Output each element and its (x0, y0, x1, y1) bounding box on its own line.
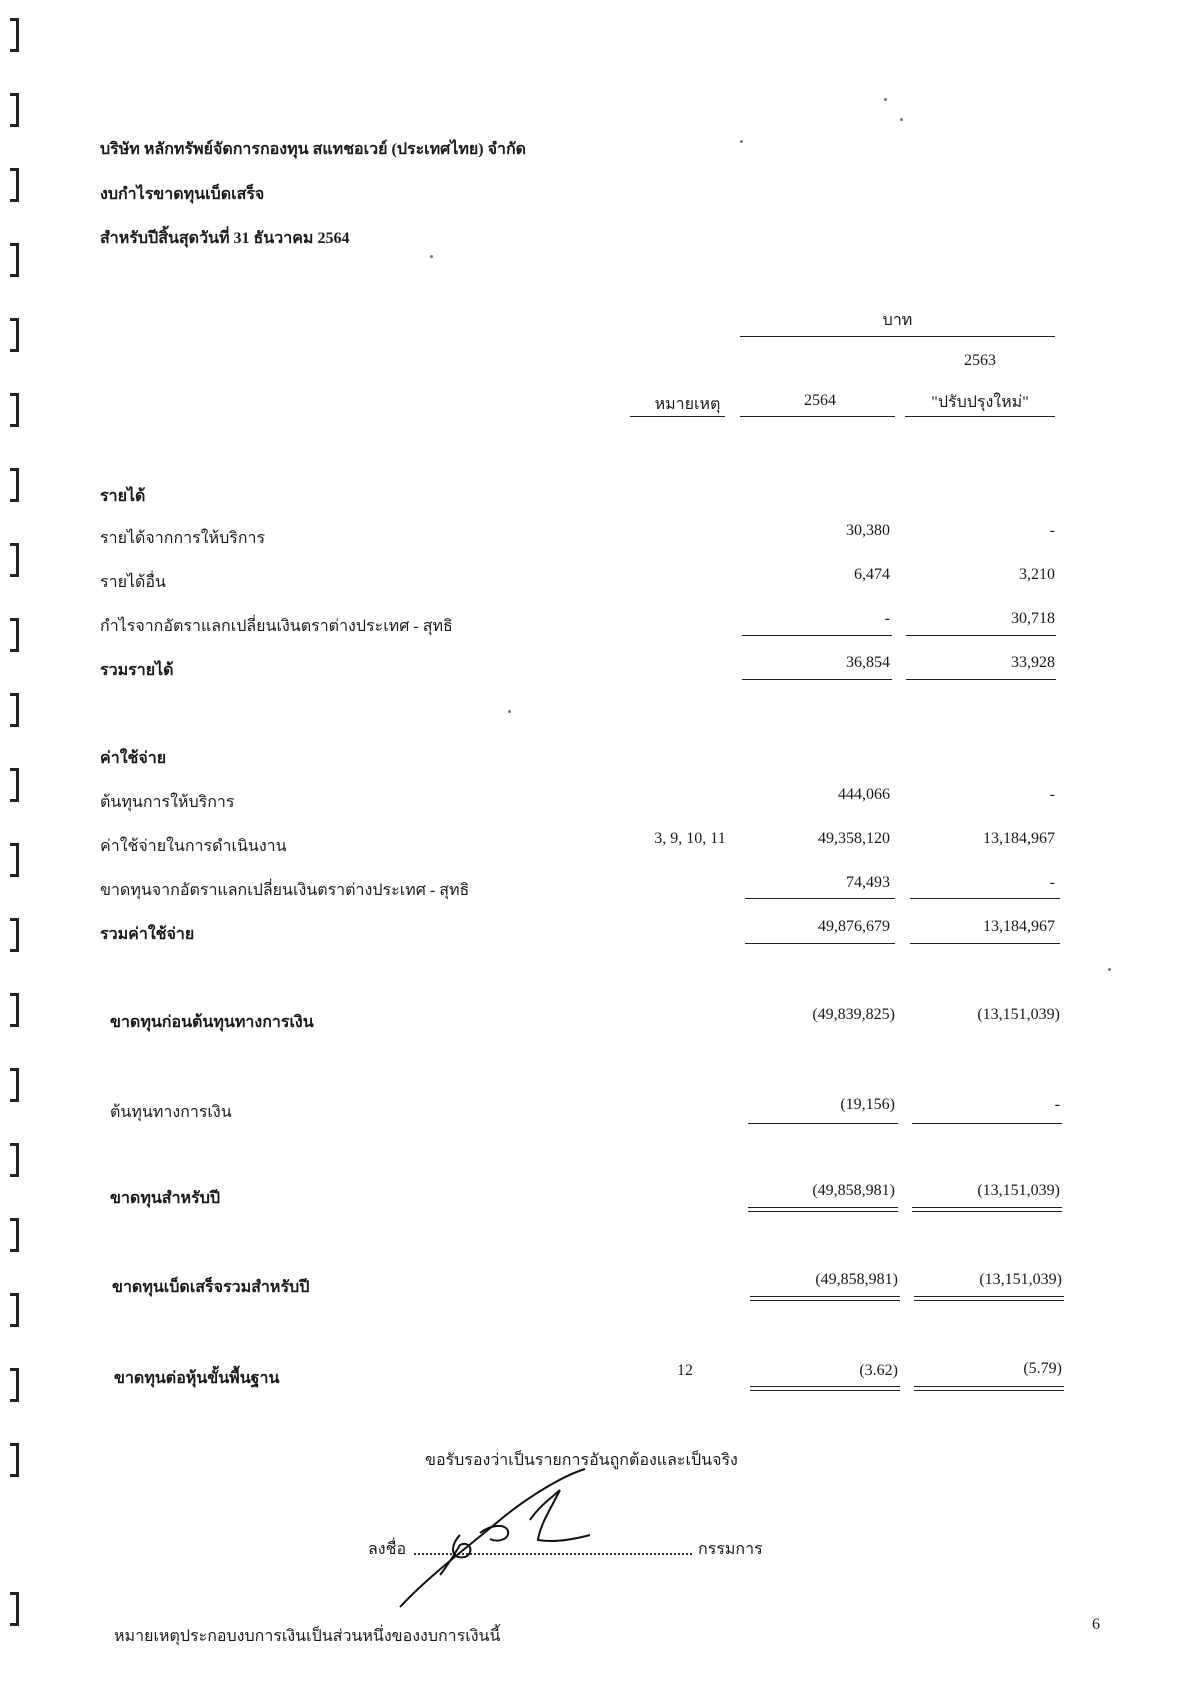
comprehensive-loss-label: ขาดทุนเบ็ดเสร็จรวมสำหรับปี (112, 1279, 310, 1296)
signature-prefix: ลงชื่อ (368, 1541, 407, 1558)
revenue-item-label: รายได้จากการให้บริการ (100, 530, 266, 547)
double-underline (914, 1296, 1064, 1301)
double-underline (748, 1207, 898, 1212)
double-underline (750, 1296, 900, 1301)
double-underline (914, 1386, 1064, 1391)
director-signature (390, 1465, 630, 1615)
eps-current: (3.62) (859, 1362, 898, 1379)
binder-bracket (10, 543, 19, 577)
scan-speck (900, 118, 903, 121)
binder-bracket (10, 918, 19, 952)
year-current-header: 2564 (804, 392, 836, 409)
note-header-underline (630, 416, 725, 417)
currency-label: บาท (882, 312, 913, 329)
revenue-item-prior: - (1049, 522, 1055, 539)
double-underline (750, 1386, 900, 1391)
binder-bracket (10, 1592, 19, 1626)
total-line (745, 943, 895, 944)
revenue-item-current: 6,474 (854, 566, 890, 583)
expense-item-label: ต้นทุนการให้บริการ (100, 794, 235, 811)
revenue-total-prior: 33,928 (1011, 654, 1055, 671)
revenue-item-label: กำไรจากอัตราแลกเปลี่ยนเงินตราต่างประเทศ - สุทธิ (100, 618, 453, 635)
loss-for-year-prior: (13,151,039) (977, 1182, 1060, 1199)
expense-item-label: ค่าใช้จ่ายในการดำเนินงาน (100, 838, 287, 855)
binder-bracket (10, 168, 19, 202)
eps-note: 12 (677, 1362, 693, 1379)
signature-suffix: กรรมการ (698, 1541, 763, 1558)
expense-item-note: 3, 9, 10, 11 (654, 830, 726, 847)
binder-bracket (10, 1218, 19, 1252)
subtotal-line (742, 635, 892, 636)
expense-item-current: 74,493 (846, 874, 890, 891)
subtotal-line (912, 1123, 1062, 1124)
expense-item-current: 444,066 (838, 786, 890, 803)
company-name: บริษัท หลักทรัพย์จัดการกองทุน สแทชอเวย์ (ประเทศไทย) จำกัด (100, 141, 527, 158)
year-prior-header: 2563 (964, 352, 996, 369)
expense-item-prior: 13,184,967 (983, 830, 1055, 847)
total-line (906, 679, 1056, 680)
binder-bracket (10, 1293, 19, 1327)
revenue-item-prior: 30,718 (1011, 610, 1055, 627)
loss-before-finance-prior: (13,151,039) (977, 1006, 1060, 1023)
binder-bracket (10, 1368, 19, 1402)
subtotal-line (748, 1123, 898, 1124)
loss-for-year-label: ขาดทุนสำหรับปี (110, 1190, 220, 1207)
binder-bracket (10, 693, 19, 727)
current-header-underline (740, 416, 895, 417)
scan-speck (740, 140, 743, 143)
statement-title: งบกำไรขาดทุนเบ็ดเสร็จ (100, 186, 265, 203)
binder-bracket (10, 243, 19, 277)
expense-item-label: ขาดทุนจากอัตราแลกเปลี่ยนเงินตราต่างประเทศ - สุทธิ (100, 882, 470, 899)
comprehensive-loss-current: (49,858,981) (815, 1271, 898, 1288)
binder-bracket (10, 93, 19, 127)
revenue-total-current: 36,854 (846, 654, 890, 671)
scan-speck (430, 255, 433, 258)
note-column-header: หมายเหตุ (654, 396, 721, 413)
binder-bracket (10, 843, 19, 877)
loss-before-finance-current: (49,839,825) (812, 1006, 895, 1023)
binder-bracket (10, 1443, 19, 1477)
expense-item-prior: - (1049, 786, 1055, 803)
binder-bracket (10, 393, 19, 427)
revenue-item-prior: 3,210 (1019, 566, 1055, 583)
restated-header: "ปรับปรุงใหม่" (931, 394, 1029, 411)
page-number: 6 (1092, 1616, 1100, 1633)
binder-bracket (10, 1143, 19, 1177)
binder-bracket (10, 318, 19, 352)
double-underline (912, 1207, 1062, 1212)
revenue-item-current: 30,380 (846, 522, 890, 539)
binder-bracket (10, 18, 19, 52)
subtotal-line (910, 898, 1060, 899)
expenses-heading: ค่าใช้จ่าย (100, 750, 167, 767)
total-line (910, 943, 1060, 944)
scan-speck (508, 710, 511, 713)
revenue-item-current: - (884, 610, 890, 627)
binder-bracket (10, 993, 19, 1027)
revenue-item-label: รายได้อื่น (100, 574, 166, 591)
finance-cost-current: (19,156) (840, 1096, 895, 1113)
binder-bracket (10, 1068, 19, 1102)
currency-underline (740, 336, 1055, 337)
total-line (742, 679, 892, 680)
comprehensive-loss-prior: (13,151,039) (979, 1271, 1062, 1288)
statement-period: สำหรับปีสิ้นสุดวันที่ 31 ธันวาคม 2564 (100, 230, 350, 247)
expenses-total-current: 49,876,679 (818, 918, 890, 935)
binder-bracket (10, 468, 19, 502)
prior-header-underline (905, 416, 1055, 417)
scan-speck (1108, 968, 1111, 971)
footer-note: หมายเหตุประกอบงบการเงินเป็นส่วนหนึ่งของงบการเงินนี้ (114, 1628, 501, 1645)
eps-label: ขาดทุนต่อหุ้นขั้นพื้นฐาน (114, 1370, 280, 1387)
certification-statement: ขอรับรองว่าเป็นรายการอันถูกต้องและเป็นจริง (425, 1452, 738, 1469)
subtotal-line (745, 898, 895, 899)
eps-prior: (5.79) (1023, 1360, 1062, 1377)
revenue-heading: รายได้ (100, 488, 146, 505)
scan-speck (884, 98, 887, 101)
finance-cost-label: ต้นทุนทางการเงิน (110, 1104, 232, 1121)
binder-bracket (10, 618, 19, 652)
revenue-total-label: รวมรายได้ (100, 662, 174, 679)
expense-item-prior: - (1049, 874, 1055, 891)
subtotal-line (906, 635, 1056, 636)
binder-bracket (10, 768, 19, 802)
expenses-total-label: รวมค่าใช้จ่าย (100, 926, 195, 943)
finance-cost-prior: - (1054, 1096, 1060, 1113)
expense-item-current: 49,358,120 (818, 830, 890, 847)
expenses-total-prior: 13,184,967 (983, 918, 1055, 935)
loss-for-year-current: (49,858,981) (812, 1182, 895, 1199)
loss-before-finance-label: ขาดทุนก่อนต้นทุนทางการเงิน (110, 1014, 314, 1031)
